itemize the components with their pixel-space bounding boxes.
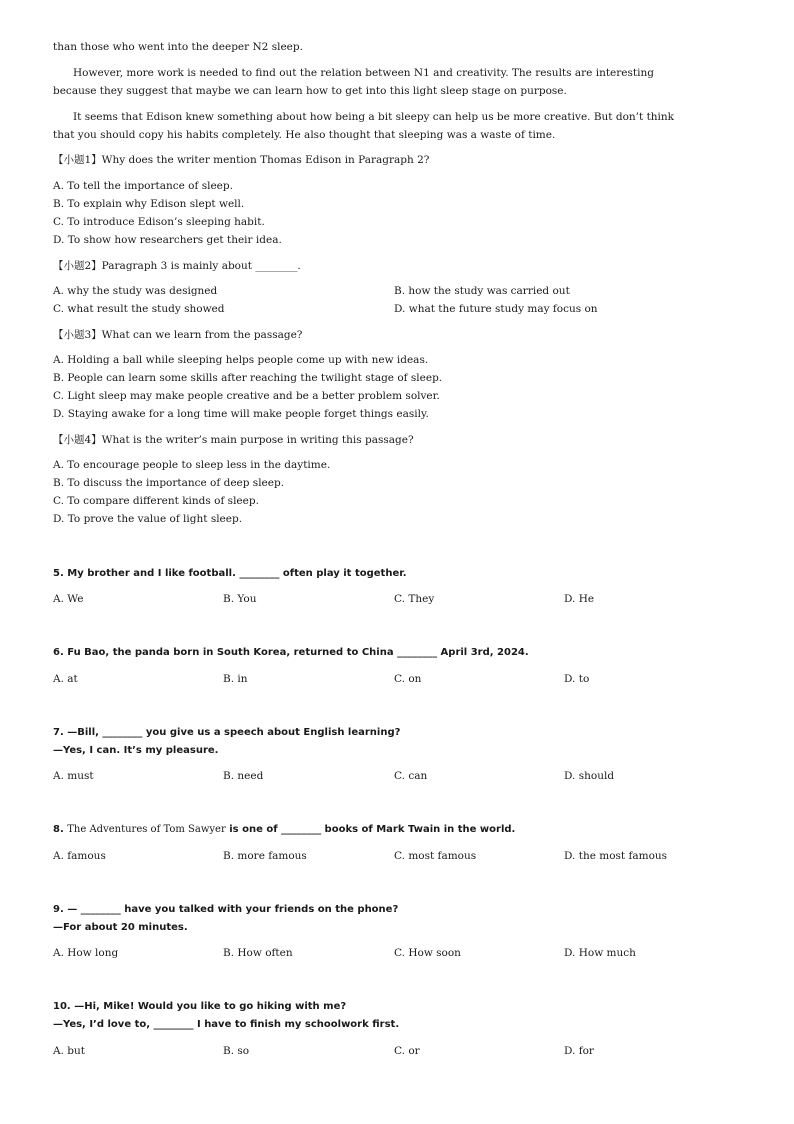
option-6b[interactable]: B. in	[223, 673, 248, 685]
option-6c[interactable]: C. on	[394, 673, 422, 685]
option-6d[interactable]: D. to	[564, 673, 590, 685]
option-9d[interactable]: D. How much	[564, 947, 636, 959]
question-stem-3: 【小题3】What can we learn from the passage?	[53, 329, 303, 341]
option-7a[interactable]: A. must	[53, 770, 94, 782]
passage-line: It seems that Edison knew something about how being a bit sleepy can help us be more creative. But don’t think	[73, 111, 675, 123]
option-5d[interactable]: D. He	[564, 593, 595, 605]
option-9b[interactable]: B. How often	[223, 947, 293, 959]
option-10a[interactable]: A. but	[53, 1045, 85, 1057]
passage-line: because they suggest that maybe we can learn how to get into this light sleep stage on purpose.	[53, 85, 567, 97]
option-4c[interactable]: C. To compare different kinds of sleep.	[53, 495, 259, 507]
option-2a[interactable]: A. why the study was designed	[53, 285, 218, 297]
question-stem-6: 6. Fu Bao, the panda born in South Korea, returned to China ________ April 3rd, 2024.	[53, 647, 529, 658]
option-4d[interactable]: D. To prove the value of light sleep.	[53, 513, 243, 525]
question-stem-10: 10. —Hi, Mike! Would you like to go hiking with me?	[53, 1001, 347, 1012]
option-4b[interactable]: B. To discuss the importance of deep sleep.	[53, 477, 285, 489]
question-stem-1: 【小题1】Why does the writer mention Thomas Edison in Paragraph 2?	[53, 154, 430, 166]
option-1b[interactable]: B. To explain why Edison slept well.	[53, 198, 245, 210]
question-stem-2: 【小题2】Paragraph 3 is mainly about ________.	[53, 260, 301, 272]
question-stem-8	[53, 823, 515, 837]
option-9a[interactable]: A. How long	[53, 947, 119, 959]
option-3b[interactable]: B. People can learn some skills after reaching the twilight stage of sleep.	[53, 372, 443, 384]
option-6a[interactable]: A. at	[53, 673, 78, 685]
passage-line: However, more work is needed to find out the relation between N1 and creativity. The results are interesting	[73, 67, 654, 79]
question-stem-9: 9. — ________ have you talked with your friends on the phone?	[53, 904, 399, 915]
passage-line: than those who went into the deeper N2 sleep.	[53, 41, 303, 53]
option-1a[interactable]: A. To tell the importance of sleep.	[53, 180, 233, 192]
option-8c[interactable]: C. most famous	[394, 850, 477, 862]
question-stem-7: 7. —Bill, ________ you give us a speech about English learning?	[53, 727, 401, 738]
option-1d[interactable]: D. To show how researchers get their idea.	[53, 234, 282, 246]
option-3a[interactable]: A. Holding a ball while sleeping helps people come up with new ideas.	[53, 354, 429, 366]
question-stem-4: 【小题4】What is the writer’s main purpose in writing this passage?	[53, 434, 414, 446]
question-reply-9: —For about 20 minutes.	[53, 922, 188, 933]
option-2b[interactable]: B. how the study was carried out	[394, 285, 570, 297]
option-7d[interactable]: D. should	[564, 770, 615, 782]
option-10b[interactable]: B. so	[223, 1045, 250, 1057]
option-5c[interactable]: C. They	[394, 593, 435, 605]
option-7b[interactable]: B. need	[223, 770, 264, 782]
option-5a[interactable]: A. We	[53, 593, 84, 605]
option-5b[interactable]: B. You	[223, 593, 257, 605]
question-stem-5: 5. My brother and I like football. ________ often play it together.	[53, 568, 407, 579]
passage-line: that you should copy his habits completely. He also thought that sleeping was a waste of time.	[53, 129, 556, 141]
option-4a[interactable]: A. To encourage people to sleep less in the daytime.	[53, 459, 331, 471]
option-7c[interactable]: C. can	[394, 770, 428, 782]
option-10c[interactable]: C. or	[394, 1045, 420, 1057]
option-10d[interactable]: D. for	[564, 1045, 594, 1057]
question-reply-7: —Yes, I can. It’s my pleasure.	[53, 745, 219, 756]
question-number-8: 8.	[53, 824, 68, 835]
question-reply-10: —Yes, I’d love to, ________ I have to finish my schoolwork first.	[53, 1019, 400, 1030]
option-3d[interactable]: D. Staying awake for a long time will make people forget things easily.	[53, 408, 429, 420]
option-8b[interactable]: B. more famous	[223, 850, 307, 862]
option-8d[interactable]: D. the most famous	[564, 850, 668, 862]
option-2d[interactable]: D. what the future study may focus on	[394, 303, 598, 315]
option-9c[interactable]: C. How soon	[394, 947, 461, 959]
option-1c[interactable]: C. To introduce Edison’s sleeping habit.	[53, 216, 265, 228]
book-title: The Adventures of Tom Sawyer	[67, 824, 226, 835]
option-2c[interactable]: C. what result the study showed	[53, 303, 225, 315]
question-text-8: is one of ________ books of Mark Twain in the world.	[225, 824, 516, 835]
option-8a[interactable]: A. famous	[53, 850, 106, 862]
option-3c[interactable]: C. Light sleep may make people creative and be a better problem solver.	[53, 390, 440, 402]
